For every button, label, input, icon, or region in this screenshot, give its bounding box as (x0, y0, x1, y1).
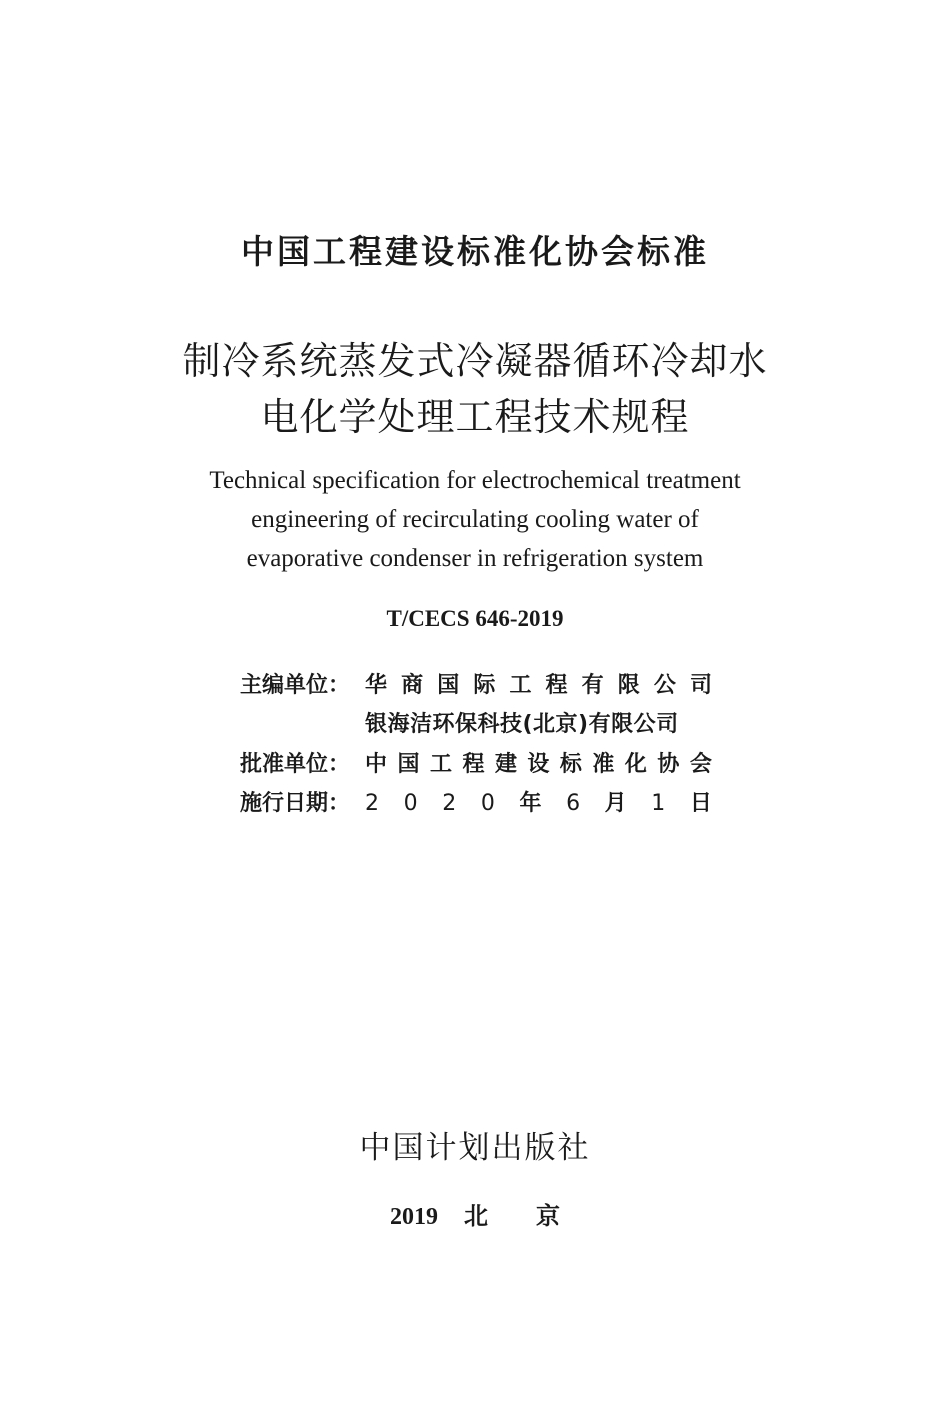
title-cn-line-1: 制冷系统蒸发式冷凝器循环冷却水 (182, 339, 768, 383)
approval-char: 化 (624, 752, 647, 777)
title-en-line-2: engineering of recirculating cooling water of (251, 506, 699, 533)
publication-city-1: 北 (464, 1204, 488, 1230)
approval-char: 工 (429, 752, 452, 777)
chief-editor-1-char: 司 (689, 673, 712, 698)
approval-char: 会 (689, 752, 712, 777)
effective-date-char: 年 (519, 791, 542, 816)
chief-editor-2: 银海洁环保科技(北京)有限公司 (365, 712, 679, 737)
approval-char: 建 (494, 752, 517, 777)
chief-editor-row-2 (240, 709, 720, 741)
effective-date-char: 2 (365, 791, 379, 816)
approval-char: 程 (462, 752, 485, 777)
approval-row (240, 749, 720, 781)
approval-char: 设 (527, 752, 550, 777)
effective-date-char: 日 (689, 791, 712, 816)
approval-char: 准 (592, 752, 615, 777)
approval-char: 协 (657, 752, 680, 777)
effective-date-char: 月 (604, 791, 627, 816)
effective-date-char: 1 (651, 791, 666, 816)
chief-editor-1 (365, 670, 712, 702)
chief-editor-row (240, 670, 720, 702)
chief-editor-1-char: 商 (401, 673, 424, 698)
approval-char: 标 (559, 752, 582, 777)
chief-editor-1-char: 国 (437, 673, 460, 698)
effective-date-char: 6 (566, 791, 581, 816)
effective-date-row (240, 788, 720, 820)
chief-editor-1-char: 公 (653, 673, 676, 698)
approval-char: 国 (397, 752, 420, 777)
chief-editor-1-char: 际 (473, 673, 496, 698)
chief-editor-1-char: 限 (617, 673, 640, 698)
chief-editor-1-char: 有 (581, 673, 604, 698)
title-cn-line-2: 电化学处理工程技术规程 (260, 395, 690, 439)
publication-place (0, 1196, 950, 1231)
chief-editor-1-char: 工 (509, 673, 532, 698)
approval-char: 中 (365, 752, 388, 777)
title-en-line-1: Technical specification for electrochemical treatment (209, 467, 741, 494)
chief-editor-1-char: 程 (545, 673, 568, 698)
effective-date (365, 788, 712, 820)
chief-editor-label: 主编单位： (240, 673, 351, 698)
title-en-line-3: evaporative condenser in refrigeration system (246, 545, 704, 572)
effective-date-char: 0 (480, 791, 495, 816)
publication-year: 2019 (390, 1204, 438, 1230)
approval-label: 批准单位： (240, 752, 351, 777)
effective-date-char: 0 (403, 791, 418, 816)
effective-date-label: 施行日期： (240, 791, 351, 816)
effective-date-char: 2 (442, 791, 457, 816)
org-heading: 中国工程建设标准化协会标准 (241, 232, 709, 271)
approval-org (365, 749, 712, 781)
chief-editor-1-char: 华 (365, 673, 388, 698)
publication-city-2: 京 (536, 1204, 560, 1230)
standard-number: T/CECS 646-2019 (386, 606, 564, 631)
publisher-name: 中国计划出版社 (359, 1130, 591, 1166)
